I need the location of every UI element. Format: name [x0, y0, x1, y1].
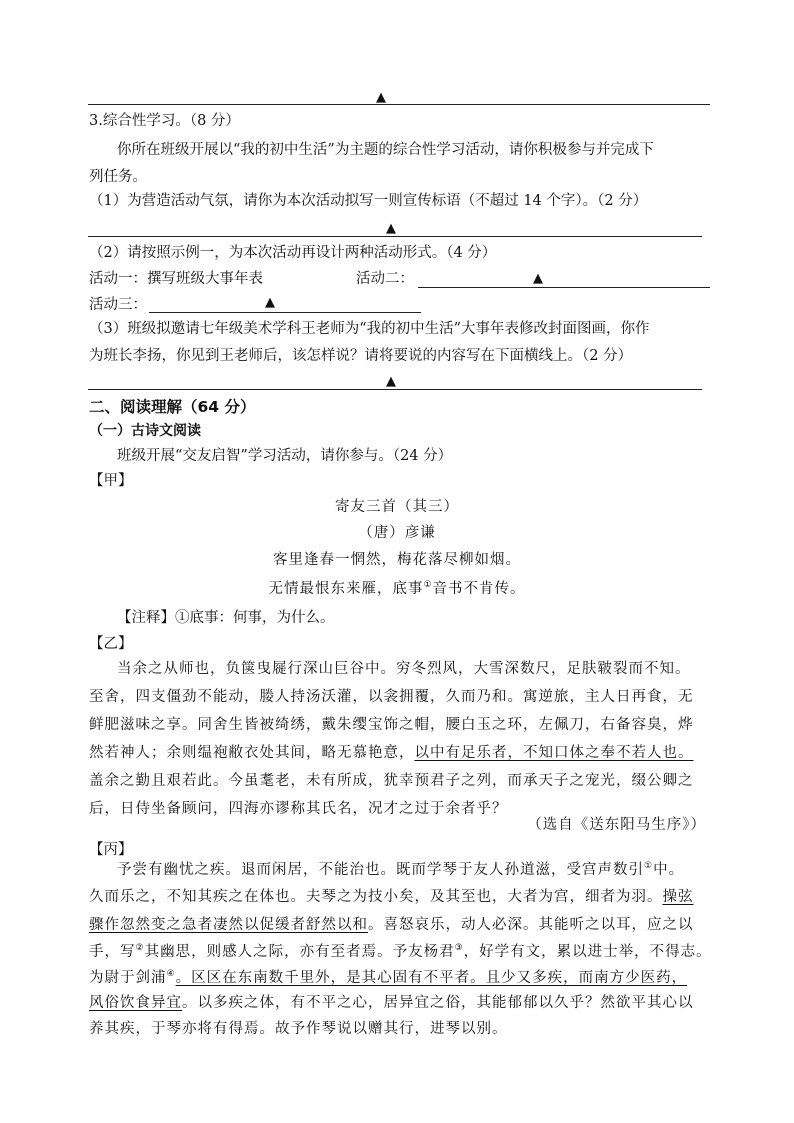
underlined-sentence: 。区区在东南数千里外，是其心固有不平者。 [175, 969, 486, 986]
answer-mark: ▲ [533, 271, 543, 286]
bing-line-6: 风俗饮食异宜。以多疾之体，有不平之心，居异宜之俗，其能郁郁以久乎？然欲平其心以 [89, 995, 694, 1011]
bing-line-4: 手，写②其幽思，则感人之际，亦有至者焉。予友杨君③，好学有文，累以进士举，不得志。 [89, 943, 712, 960]
yi-line-1: 当余之从师也，负箧曳屣行深山巨谷中。穷冬烈风，大雪深数尺，足肤皲裂而不知。 [117, 661, 691, 677]
yi-line-4: 然若神人；余则缊袍敝衣处其间，略无慕艳意，以中有足乐者，不知口体之奉不若人也。 [89, 745, 694, 761]
section-intro: 班级开展“交友启智”学习活动，请你参与。（24 分） [117, 448, 453, 464]
bing-line-1: 予尝有幽忧之疾。退而闲居，不能治也。既而学琴于友人孙道滋，受宫声数引①中。 [117, 861, 685, 878]
note-mark: ④ [166, 969, 176, 979]
subsection-heading: （一）古诗文阅读 [89, 423, 201, 439]
q3-intro-line-2: 列任务。 [89, 169, 147, 185]
q3-sub3-line-1: （3）班级拟邀请七年级美术学科王老师为“我的初中生活”大事年表修改封面图画，你作 [89, 321, 650, 337]
underlined-sentence: 骤作忽然变之急者凄然以促缓者舒然以和 [89, 917, 368, 933]
q3-intro-line-1: 你所在班级开展以“我的初中生活”为主题的综合性学习活动，请你积极参与并完成下 [117, 142, 654, 158]
underlined-sentence: 且少又多疾，而南方少医药， [485, 969, 688, 986]
underlined-sentence: 以中有足乐者，不知口体之奉不若人也。 [414, 745, 694, 761]
bing-line-7: 养其疾，于琴亦将有得焉。故予作琴说以赠其行，进琴以别。 [89, 1021, 508, 1037]
activity-3-answer-line [149, 312, 421, 313]
activity-2-label: 活动二： [356, 271, 414, 287]
q3-title: 3.综合性学习。（8 分） [89, 113, 240, 129]
answer-mark: ▲ [265, 295, 275, 310]
note-mark: ① [423, 580, 433, 590]
poem-line-1: 客里逢春一惘然，梅花落尽柳如烟。 [273, 552, 521, 568]
activity-2-answer-line [418, 287, 710, 288]
yi-line-5: 盖余之勤且艰若此。今虽耄老，未有所成，犹幸预君子之列，而承天子之宠光，缀公卿之 [89, 773, 694, 789]
underlined-sentence: 风俗饮食异宜 [89, 995, 182, 1011]
activity-3-label: 活动三： [89, 297, 147, 313]
answer-line [88, 104, 710, 105]
passage-yi-label: 【乙】 [89, 636, 133, 652]
q3-sub3-line-2: 为班长李扬，你见到王老师后，该怎样说？请将要说的内容写在下面横线上。（2 分） [89, 348, 633, 364]
answer-mark: ▲ [386, 221, 396, 236]
poem-line-2: 无情最恨东来雁，底事①音书不肯传。 [268, 580, 526, 597]
yi-source: （选自《送东阳马生序》） [527, 817, 706, 833]
yi-line-3: 鲜肥滋味之享。同舍生皆被绮绣，戴朱缨宝饰之帽，腰白玉之环，左佩刀，右备容臭，烨 [89, 717, 694, 733]
underlined-sentence: 操弦 [662, 889, 694, 905]
passage-jia-label: 【甲】 [89, 473, 133, 489]
poem-title: 寄友三首（其三） [335, 499, 459, 515]
answer-line [88, 389, 702, 390]
answer-line [88, 236, 702, 237]
q3-sub1: （1）为营造活动气氛，请你为本次活动拟写一则宣传标语（不超过 14 个字）。（2 分） [89, 193, 648, 209]
bing-line-2: 久而乐之，不知其疾之在体也。夫琴之为技小矣，及其至也，大者为宫，细者为羽。操弦 [89, 889, 694, 905]
passage-bing-label: 【丙】 [89, 842, 133, 858]
poem-author: （唐）彦谦 [358, 525, 436, 541]
poem-note: 【注释】①底事：何事，为什么。 [117, 610, 335, 626]
yi-line-2: 至舍，四支僵劲不能动，媵人持汤沃灌，以衾拥覆，久而乃和。寓逆旅，主人日再食，无 [89, 689, 694, 705]
yi-line-6: 后，日侍坐备顾问，四海亦谬称其氏名，况才之过于余者乎？ [89, 801, 508, 817]
bing-line-3: 骤作忽然变之急者凄然以促缓者舒然以和。喜怒哀乐，动人必深。其能听之以耳，应之以 [89, 917, 694, 933]
note-mark: ① [644, 861, 654, 871]
answer-mark: ▲ [386, 374, 396, 389]
section-heading: 二、阅读理解（64 分） [89, 398, 256, 416]
activity-1: 活动一：撰写班级大事年表 [89, 271, 263, 287]
note-mark: ② [135, 943, 145, 953]
answer-mark: ▲ [376, 90, 386, 105]
bing-line-5: 为尉于剑浦④。区区在东南数千里外，是其心固有不平者。且少又多疾，而南方少医药， [89, 969, 688, 986]
q3-sub2: （2）请按照示例一，为本次活动再设计两种活动形式。（4 分） [89, 245, 497, 261]
note-mark: ③ [454, 943, 464, 953]
